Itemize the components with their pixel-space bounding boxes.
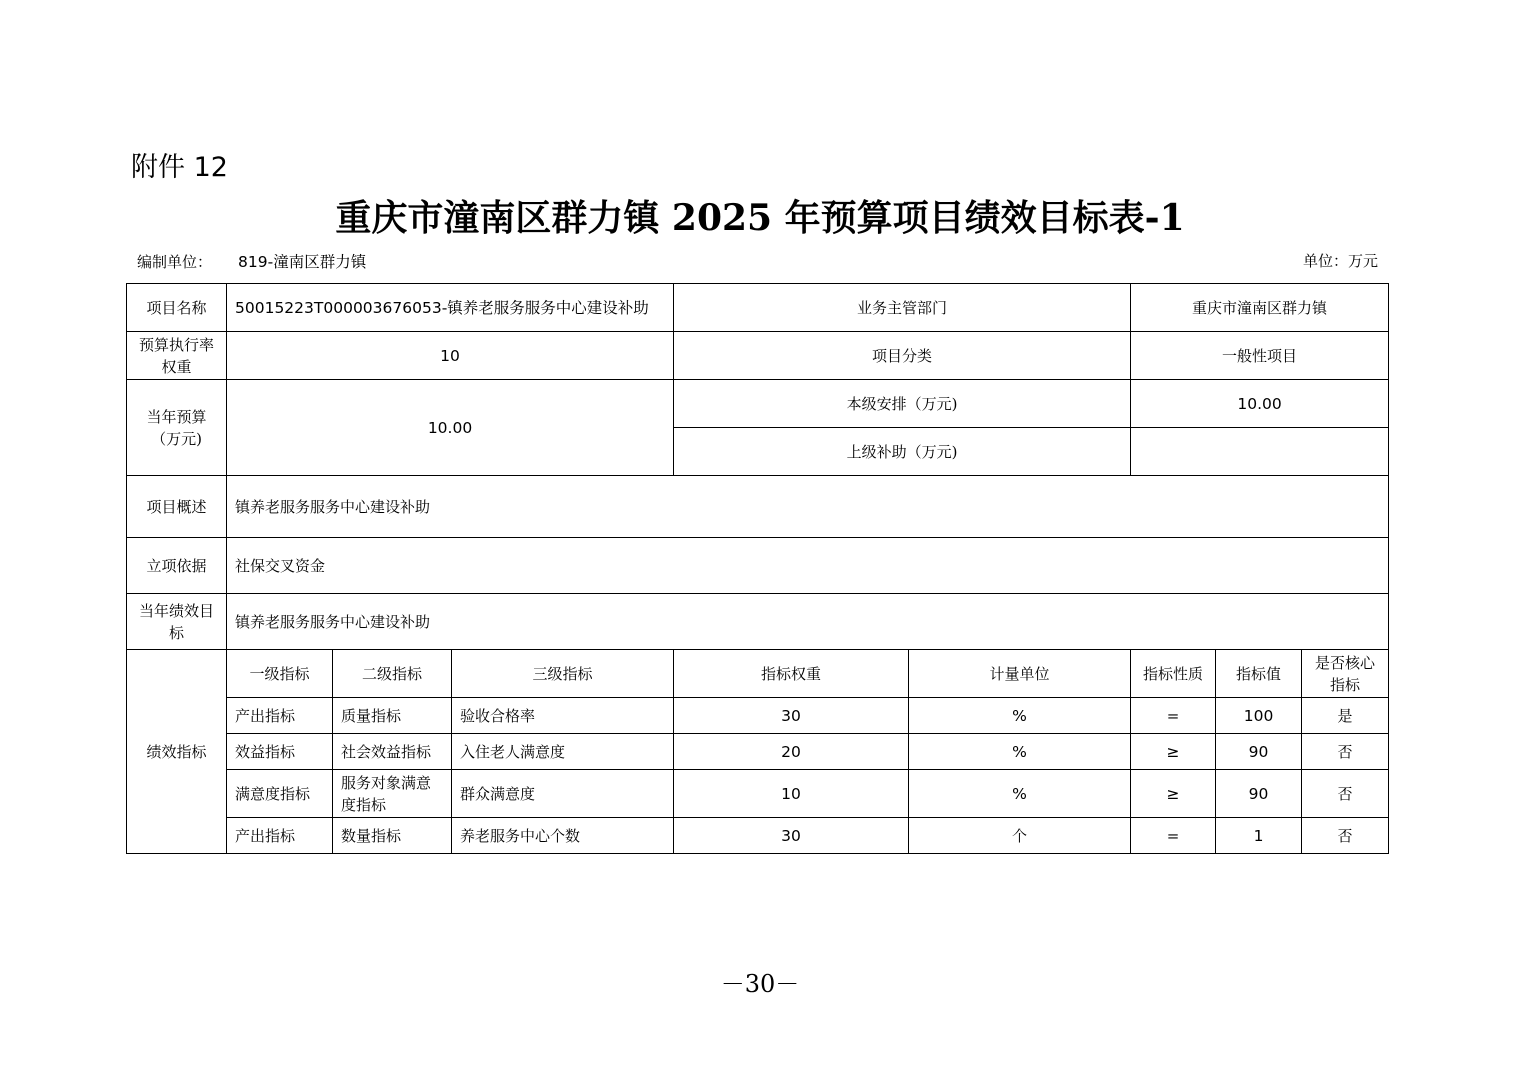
level1-cell: 产出指标 (227, 698, 333, 734)
table-row (127, 594, 1389, 650)
unit-cell: % (909, 770, 1131, 818)
page-title: 重庆市潼南区群力镇 2025 年预算项目绩效目标表-1 (335, 197, 1185, 239)
budget-value: 10.00 (227, 380, 674, 476)
annex-label: 附件 12 (131, 152, 228, 183)
table-row (127, 538, 1389, 594)
basis-label: 立项依据 (127, 538, 227, 594)
level3-cell: 群众满意度 (452, 770, 674, 818)
level3-cell: 入住老人满意度 (452, 734, 674, 770)
weight-cell: 30 (674, 818, 909, 854)
unit-cell: % (909, 698, 1131, 734)
table-row (127, 698, 1389, 734)
level1-cell: 满意度指标 (227, 770, 333, 818)
core-cell: 否 (1302, 734, 1389, 770)
value-cell: 90 (1216, 734, 1302, 770)
upper-value (1131, 428, 1389, 476)
value-cell: 90 (1216, 770, 1302, 818)
header-core: 是否核心指标 (1302, 650, 1389, 698)
basis-value: 社保交叉资金 (227, 538, 1389, 594)
project-name-label: 项目名称 (127, 284, 227, 332)
header-level3: 三级指标 (452, 650, 674, 698)
header-level1: 一级指标 (227, 650, 333, 698)
performance-target-table (126, 283, 1389, 854)
header-level2: 二级指标 (333, 650, 452, 698)
core-cell: 否 (1302, 770, 1389, 818)
header-unit: 计量单位 (909, 650, 1131, 698)
nature-cell: = (1131, 818, 1216, 854)
page-number: －30－ (720, 970, 800, 998)
table-row (127, 770, 1389, 818)
weight-cell: 30 (674, 698, 909, 734)
table-row (127, 734, 1389, 770)
dept-label: 业务主管部门 (674, 284, 1131, 332)
nature-cell: ≥ (1131, 734, 1216, 770)
level3-cell: 验收合格率 (452, 698, 674, 734)
perf-label: 绩效指标 (127, 650, 227, 854)
overview-value: 镇养老服务服务中心建设补助 (227, 476, 1389, 538)
local-label: 本级安排（万元) (674, 380, 1131, 428)
weight-cell: 20 (674, 734, 909, 770)
header-weight: 指标权重 (674, 650, 909, 698)
budget-label: 当年预算（万元) (127, 380, 227, 476)
header-nature: 指标性质 (1131, 650, 1216, 698)
goal-label: 当年绩效目标 (127, 594, 227, 650)
category-label: 项目分类 (674, 332, 1131, 380)
level2-cell: 服务对象满意度指标 (333, 770, 452, 818)
dept-value: 重庆市潼南区群力镇 (1131, 284, 1389, 332)
table-row (127, 380, 1389, 428)
level1-cell: 效益指标 (227, 734, 333, 770)
project-name-value: 50015223T000003676053-镇养老服务服务中心建设补助 (227, 284, 674, 332)
weight-cell: 10 (674, 770, 909, 818)
table-row (127, 284, 1389, 332)
level1-cell: 产出指标 (227, 818, 333, 854)
header-value: 指标值 (1216, 650, 1302, 698)
preparer-label: 编制单位： (137, 253, 213, 271)
unit-cell: 个 (909, 818, 1131, 854)
nature-cell: = (1131, 698, 1216, 734)
table-row (127, 476, 1389, 538)
goal-value: 镇养老服务服务中心建设补助 (227, 594, 1389, 650)
unit-cell: % (909, 734, 1131, 770)
overview-label: 项目概述 (127, 476, 227, 538)
preparer-value: 819-潼南区群力镇 (238, 253, 367, 271)
value-cell: 100 (1216, 698, 1302, 734)
core-cell: 是 (1302, 698, 1389, 734)
local-value: 10.00 (1131, 380, 1389, 428)
level3-cell: 养老服务中心个数 (452, 818, 674, 854)
nature-cell: ≥ (1131, 770, 1216, 818)
category-value: 一般性项目 (1131, 332, 1389, 380)
level2-cell: 社会效益指标 (333, 734, 452, 770)
indicator-header-row (127, 650, 1389, 698)
exec-weight-label: 预算执行率权重 (127, 332, 227, 380)
exec-weight-value: 10 (227, 332, 674, 380)
preparer-info (137, 250, 366, 272)
currency-unit: 单位：万元 (1302, 252, 1378, 270)
core-cell: 否 (1302, 818, 1389, 854)
level2-cell: 质量指标 (333, 698, 452, 734)
upper-label: 上级补助（万元) (674, 428, 1131, 476)
level2-cell: 数量指标 (333, 818, 452, 854)
value-cell: 1 (1216, 818, 1302, 854)
table-row (127, 332, 1389, 380)
table-row (127, 818, 1389, 854)
